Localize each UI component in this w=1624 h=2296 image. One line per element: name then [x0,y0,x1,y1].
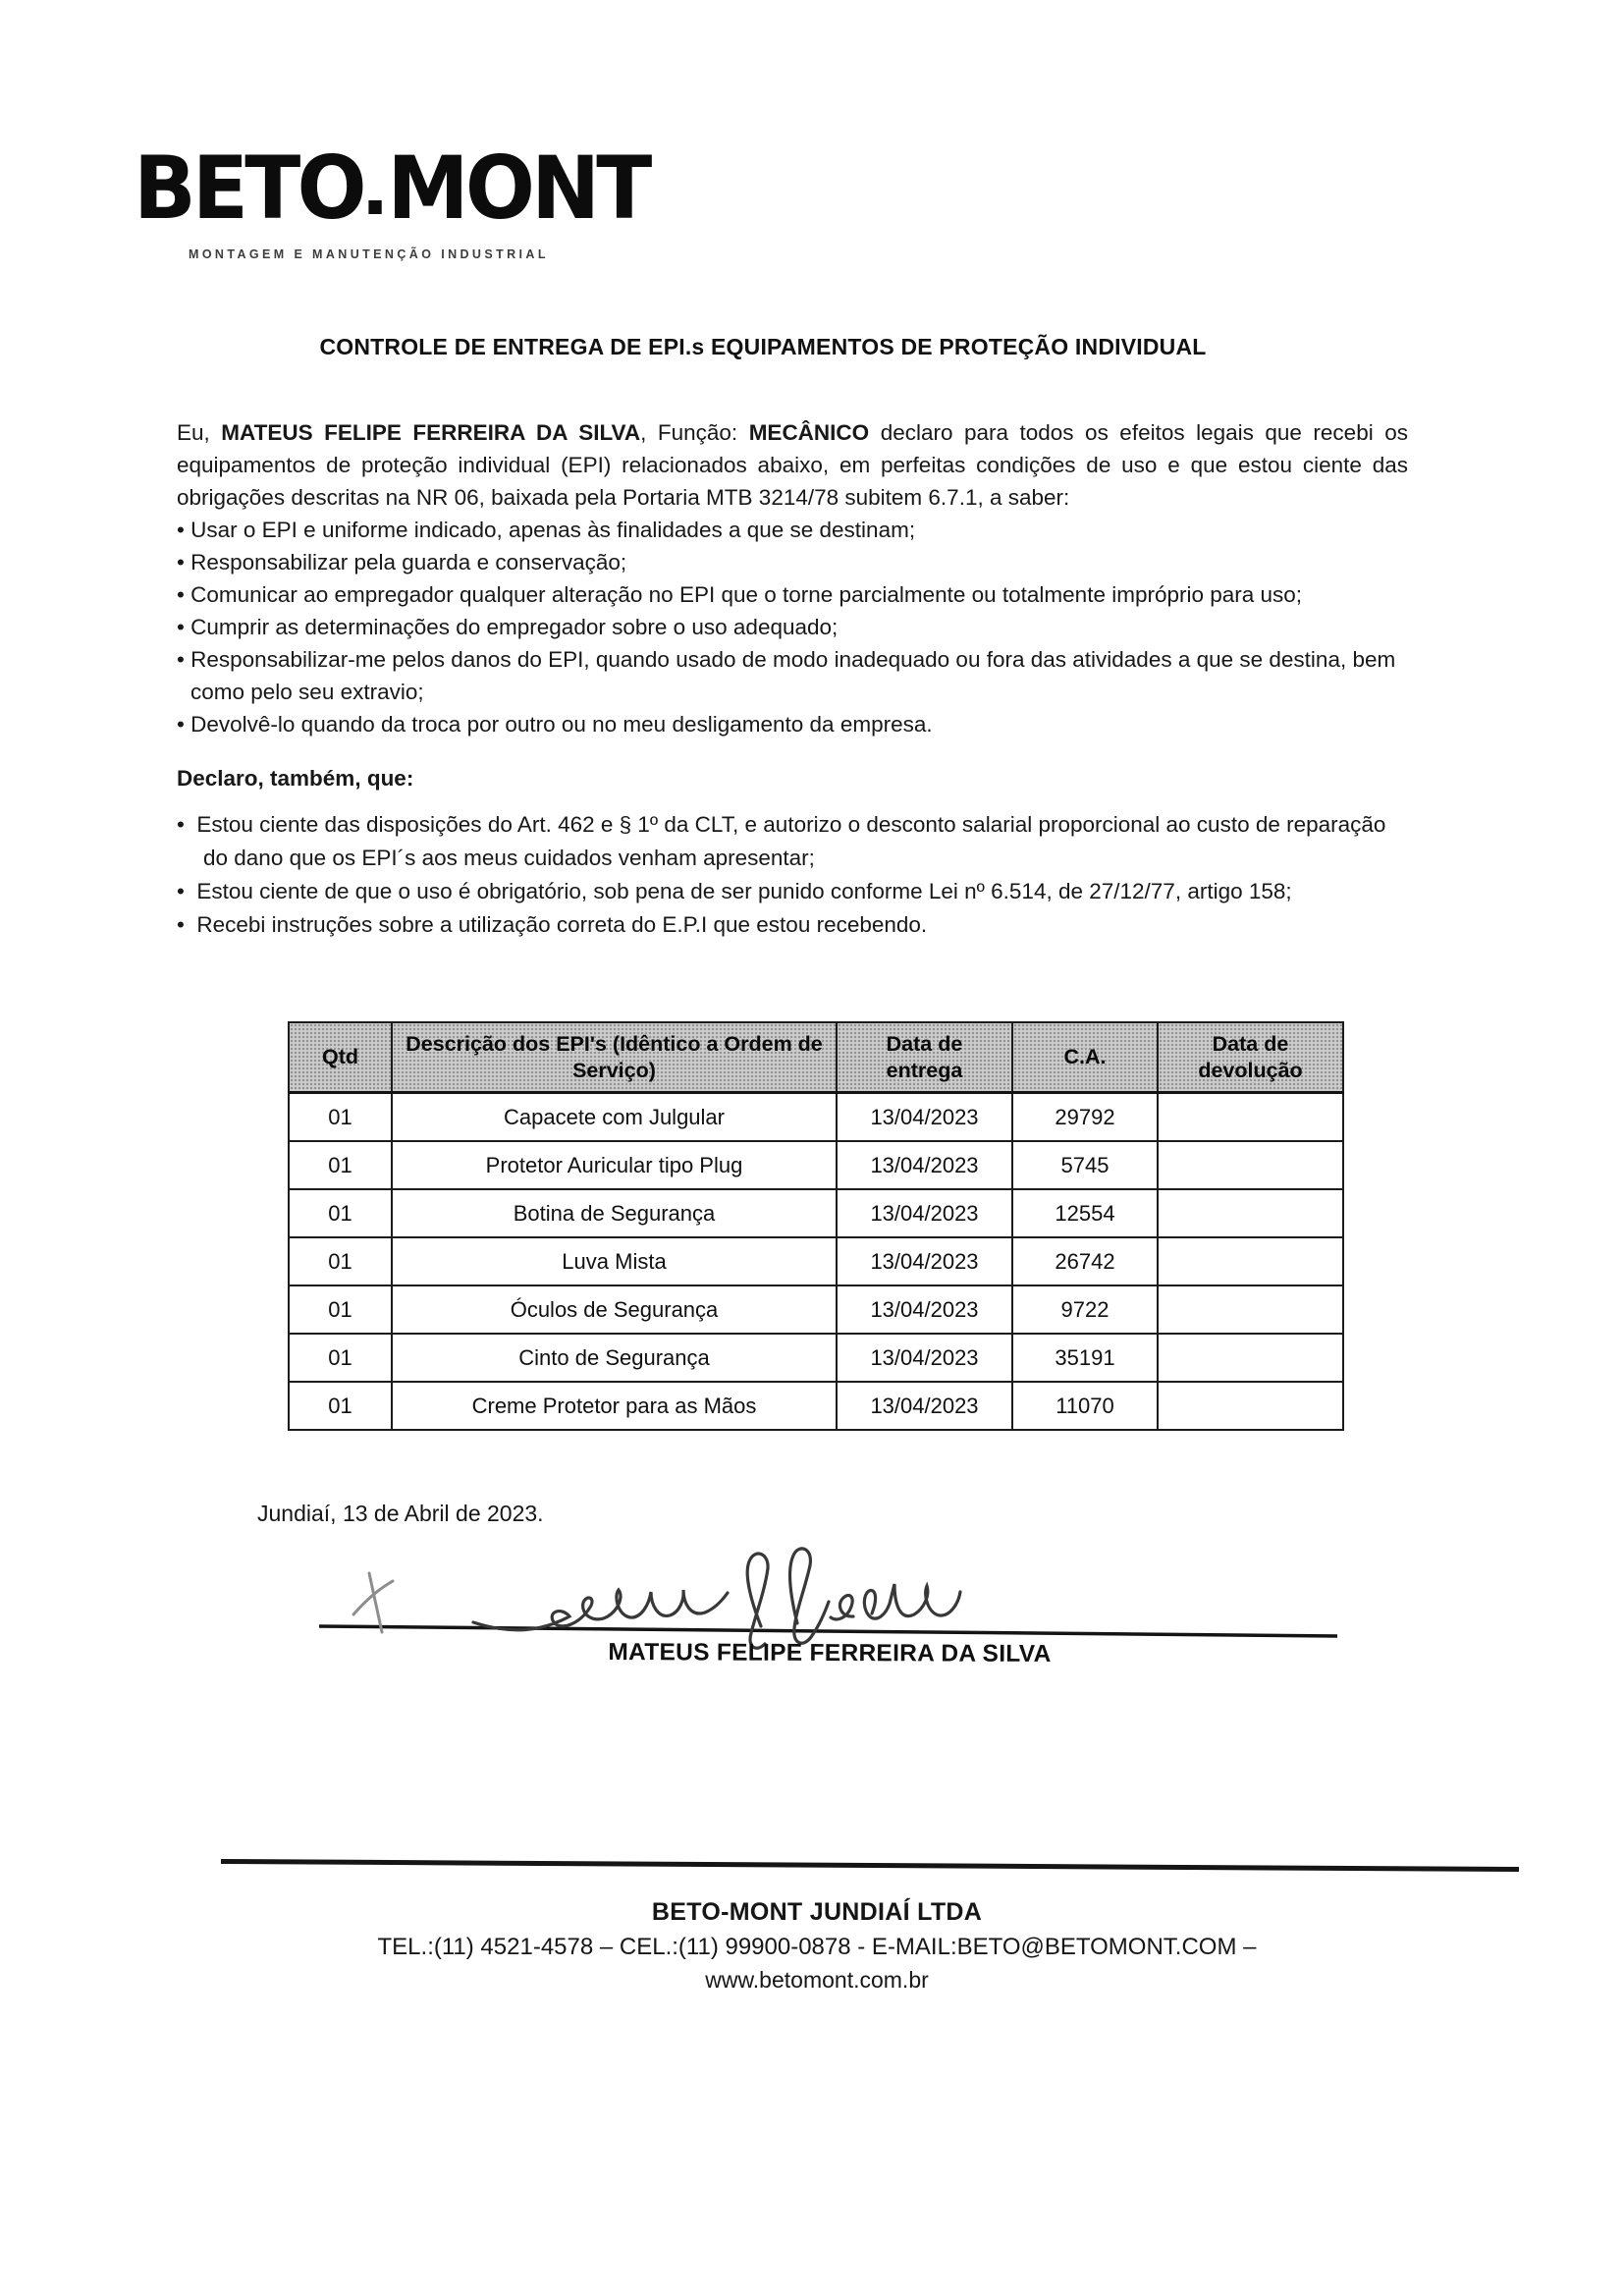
obligation-item: • Comunicar ao empregador qualquer alteração no EPI que o torne parcialmente ou totalmente impróprio para uso; [177,578,1408,611]
qty-cell: 01 [289,1334,392,1382]
declaration-item: • Recebi instruções sobre a utilização correta do E.P.I que estou recebendo. [177,908,1408,942]
description-cell: Óculos de Segurança [392,1285,837,1334]
also-declare-heading: Declaro, também, que: [177,766,414,791]
ca-cell: 5745 [1012,1141,1158,1189]
intro-rest: declaro para todos os efeitos legais que recebi os equipamentos de proteção individual (EPI) relacionados abaixo, em perfeitas condições de uso e que estou ciente das obrigações descritas na NR 06, baixada pela Portaria MTB 3214/78 subitem 6.7.1, a saber: [177,420,1408,510]
obligation-item: • Responsabilizar-me pelos danos do EPI, quando usado de modo inadequado ou fora das atividades a que se destina, bem como pelo seu extravio; [177,643,1408,708]
table-row [289,1141,1343,1189]
return-date-cell [1158,1237,1343,1285]
return-date-cell [1158,1141,1343,1189]
declaration-item: • Estou ciente das disposições do Art. 462 e § 1º da CLT, e autorizo o desconto salarial proporcional ao custo de reparação do dano que os EPI´s aos meus cuidados venham apresentar; [177,808,1408,875]
table-row [289,1189,1343,1237]
description-cell: Botina de Segurança [392,1189,837,1237]
epi-table-header [289,1022,1343,1093]
footer-website: www.betomont.com.br [705,1967,929,1993]
intro-prefix: Eu, [177,420,210,445]
delivery-date-cell: 13/04/2023 [837,1285,1012,1334]
logo-text-mont: MONT [387,137,649,239]
description-cell: Creme Protetor para as Mãos [392,1382,837,1430]
pen-x-mark [353,1573,393,1632]
ca-cell: 12554 [1012,1189,1158,1237]
ca-cell: 35191 [1012,1334,1158,1382]
delivery-date-cell: 13/04/2023 [837,1141,1012,1189]
delivery-date-cell: 13/04/2023 [837,1189,1012,1237]
intro-paragraph [177,416,1408,514]
qty-header-label: Qtd [321,1045,359,1069]
description-cell: Protetor Auricular tipo Plug [392,1141,837,1189]
obligation-item: • Devolvê-lo quando da troca por outro ou no meu desligamento da empresa. [177,708,1408,740]
logo-wordmark [134,137,649,239]
description-cell: Cinto de Segurança [392,1334,837,1382]
qty-cell: 01 [289,1141,392,1189]
description-header-label: Descrição dos EPI's (Idêntico a Ordem de Serviço) [406,1031,823,1082]
obligation-item: • Responsabilizar pela guarda e conservação; [177,546,1408,578]
table-row [289,1334,1343,1382]
return-date-cell [1158,1334,1343,1382]
logo-tagline: MONTAGEM E MANUTENÇÃO INDUSTRIAL [189,247,549,261]
ca-cell: 26742 [1012,1237,1158,1285]
delivery-date-cell: 13/04/2023 [837,1093,1012,1142]
return-date-cell [1158,1093,1343,1142]
qty-cell: 01 [289,1237,392,1285]
return-date-cell [1158,1382,1343,1430]
ca-cell: 29792 [1012,1093,1158,1142]
description-cell: Luva Mista [392,1237,837,1285]
table-row [289,1285,1343,1334]
footer-contact-line: TEL.:(11) 4521-4578 – CEL.:(11) 99900-0878 - E-MAIL:BETO@BETOMONT.COM – [377,1934,1257,1960]
qty-cell: 01 [289,1382,392,1430]
table-row [289,1093,1343,1142]
epi-table-body [289,1093,1343,1431]
obligation-item: • Usar o EPI e uniforme indicado, apenas às finalidades a que se destinam; [177,514,1408,546]
ca-header [1012,1022,1158,1093]
ca-cell: 9722 [1012,1285,1158,1334]
obligations-list [177,514,1408,740]
ca-cell: 11070 [1012,1382,1158,1430]
footer-company-name: BETO-MONT JUNDIAÍ LTDA [651,1898,983,1926]
logo-text-beto: BETO [134,137,363,239]
qty-cell: 01 [289,1093,392,1142]
signature-ink-icon [226,1540,1394,1707]
delivery-date-cell: 13/04/2023 [837,1237,1012,1285]
signatory-name: MATEUS FELIPE FERREIRA DA SILVA [608,1639,1052,1667]
signature-block [226,1540,1394,1707]
return-date-header [1158,1022,1343,1093]
qty-header [289,1022,392,1093]
table-row [289,1382,1343,1430]
delivery-date-cell: 13/04/2023 [837,1334,1012,1382]
obligation-item: • Cumprir as determinações do empregador sobre o uso adequado; [177,611,1408,643]
logo-dot-icon [368,200,381,214]
return-date-header-label: Data de devolução [1198,1031,1303,1082]
delivery-date-cell: 13/04/2023 [837,1382,1012,1430]
delivery-date-header [837,1022,1012,1093]
employee-name: MATEUS FELIPE FERREIRA DA SILVA [221,420,641,445]
declaration-item: • Estou ciente de que o uso é obrigatório, sob pena de ser punido conforme Lei nº 6.514, de 27/12/77, artigo 158; [177,875,1408,908]
return-date-cell [1158,1285,1343,1334]
declaration-body [177,416,1408,942]
header-row [289,1022,1343,1093]
declarations-list [177,808,1408,942]
document-title: CONTROLE DE ENTREGA DE EPI.s EQUIPAMENTOS DE PROTEÇÃO INDIVIDUAL [319,334,1207,359]
document-footer [0,1859,1624,1994]
return-date-cell [1158,1189,1343,1237]
employee-role: MECÂNICO [748,420,870,445]
epi-table [288,1021,1344,1431]
ca-header-label: C.A. [1063,1045,1107,1069]
description-header [392,1022,837,1093]
table-row [289,1237,1343,1285]
delivery-date-header-label: Data de entrega [886,1031,963,1082]
qty-cell: 01 [289,1189,392,1237]
signature-scrawl-first [473,1590,728,1630]
description-cell: Capacete com Julgular [392,1093,837,1142]
place-date-line: Jundiaí, 13 de Abril de 2023. [257,1501,544,1526]
company-logo [134,137,676,261]
signature-line [319,1626,1337,1636]
role-label: , Função: [640,420,738,445]
qty-cell: 01 [289,1285,392,1334]
